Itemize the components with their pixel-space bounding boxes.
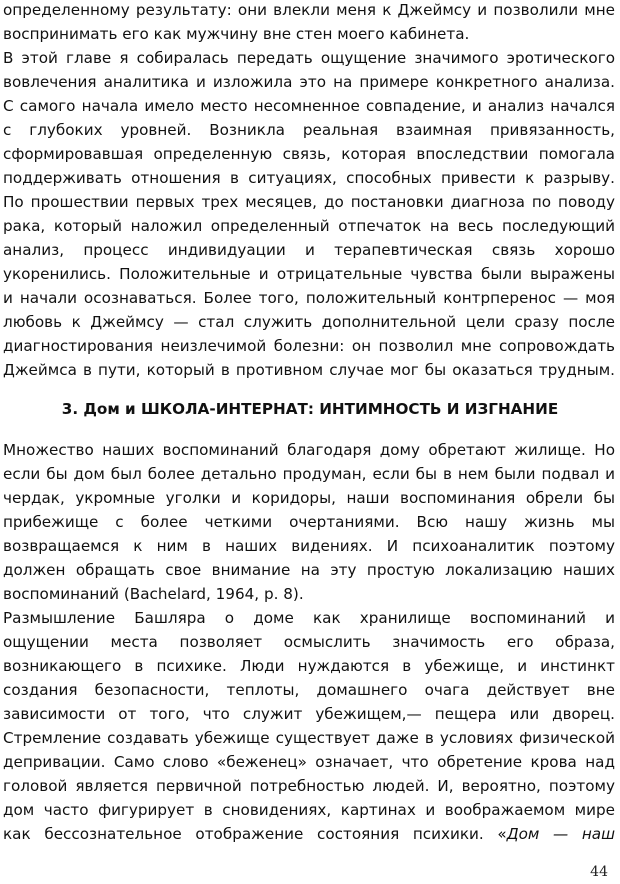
text-line: Стремление создавать убежище существует даже в условиях физической [3,729,615,747]
text-line: диагностирования неизлечимой болезни: он позволил мне сопровождать [3,337,615,355]
text-line: и начали осознаваться. Более того, положительный контрперенос — моя [3,289,615,307]
text-line: создания безопасности, теплоты, домашнего очага действует вне [3,681,615,699]
text-line: головой является первичной потребностью людей. И, вероятно, поэтому [3,777,615,795]
text-line: Размышление Башляра о доме как хранилище воспоминаний и [3,609,615,627]
text-line: чердак, укромные уголки и коридоры, наши воспоминания обрели бы [3,489,615,507]
text-line: Джеймса в пути, который в противном случае мог бы оказаться трудным. [3,361,615,379]
text-line: дом часто фигурирует в сновидениях, картинах и воображаемом мире [3,801,615,819]
text-line: любовь к Джеймсу — стал служить дополнительной цели сразу после [3,313,615,331]
text-line: если бы дом был более детально продуман, если бы в нем были подвал и [3,465,615,483]
page-number: 44 [590,864,608,880]
text-line: определенному результату: они влекли меня к Джеймсу и позволили мне [3,1,615,19]
text-line: воспринимать его как мужчину вне стен моего кабинета. [3,25,470,43]
text-line: В этой главе я собиралась передать ощущение значимого эротического [3,49,615,67]
text-line: возвращаемся к ним в наших видениях. И психоаналитик поэтому [3,537,615,555]
text-line: По прошествии первых трех месяцев, до постановки диагноза по поводу [3,193,615,211]
text-line: воспоминаний (Bachelard, 1964, р. 8). [3,585,304,603]
text-line: с глубоких уровней. Возникла реальная взаимная привязанность, [3,121,615,139]
text-line: Множество наших воспоминаний благодаря дому обретают жилище. Но [3,441,615,459]
text-line: прибежище с более четкими очертаниями. Всю нашу жизнь мы [3,513,615,531]
text-line-last [3,822,615,846]
text-line: вовлечения аналитика и изложила это на примере конкретного анализа. [3,73,615,91]
text-line: сформировавшая определенную связь, которая впоследствии помогала [3,145,615,163]
text-line: ощущении места позволяет осмыслить значимость его образа, [3,633,615,651]
text-line: депривации. Само слово «беженец» означает, что обретение крова над [3,753,615,771]
text-line: анализ, процесс индивидуации и терапевтическая связь хорошо [3,241,615,259]
text-line: С самого начала имело место несомненное совпадение, и анализ начался [3,97,615,115]
text-line: должен обращать свое внимание на эту простую локализацию наших [3,561,615,579]
text-line: рака, который наложил определенный отпечаток на весь последующий [3,217,615,235]
section-heading: 3. Дом и ШКОЛА-ИНТЕРНАТ: ИНТИМНОСТЬ И ИЗГНАНИЕ [61,400,559,418]
italic-quote-start: Дом — наш [506,825,615,843]
text-line: зависимости от того, что служит убежищем,— пещера или дворец. [3,705,615,723]
text-segment: как бессознательное отображение состояния психики. « [3,825,507,843]
text-line: возникающего в психике. Люди нуждаются в убежище, и инстинкт [3,657,615,675]
text-line: укоренились. Положительные и отрицательные чувства были выражены [3,265,615,283]
text-line: поддерживать отношения в ситуациях, способных привести к разрыву. [3,169,615,187]
